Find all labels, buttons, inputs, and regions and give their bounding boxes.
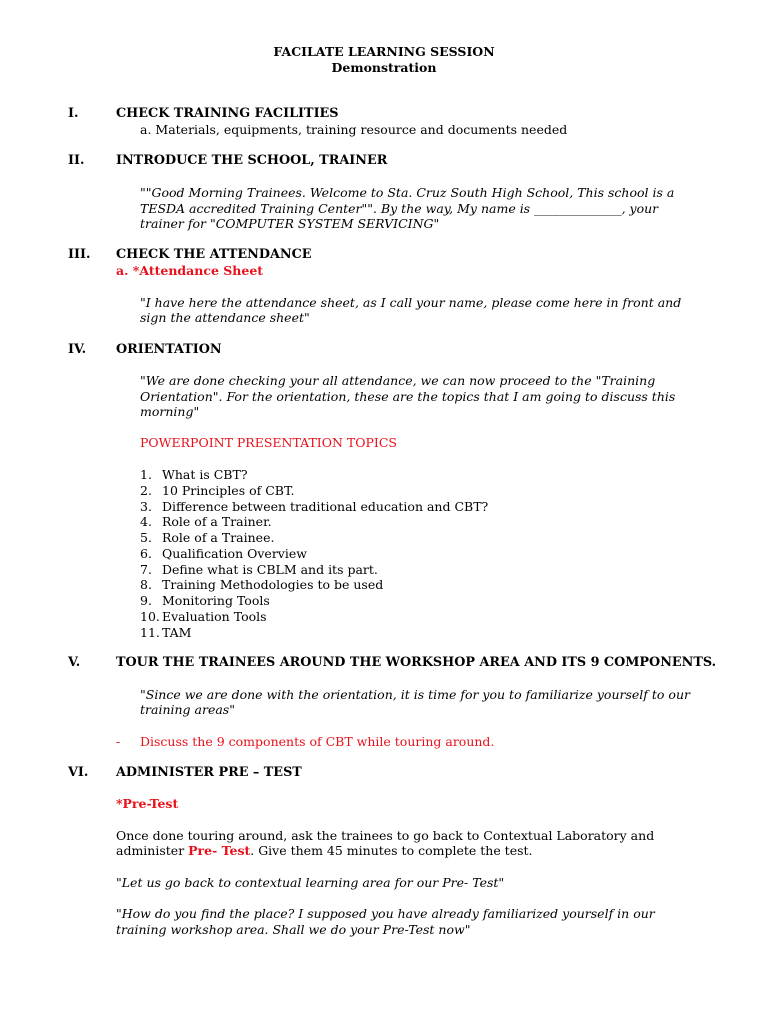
topic-item: [140, 577, 488, 593]
greeting-quote-line: TESDA accredited Training Center"". By the way, My name is ______________, your: [140, 201, 659, 216]
pretest-paragraph-line: Once done touring around, ask the trainees to go back to Contextual Laboratory and: [116, 828, 655, 843]
section-number: IV.: [68, 342, 87, 357]
pretest-quote-line: training workshop area. Shall we do your Pre-Test now": [116, 922, 471, 937]
topic-number: 2.: [140, 482, 152, 498]
attendance-sheet-item: a. *Attendance Sheet: [116, 263, 264, 278]
pretest-paragraph-line: [116, 843, 533, 858]
topic-item: [140, 625, 488, 641]
topic-text: What is CBT?: [162, 467, 248, 482]
section-number: V.: [68, 655, 81, 670]
document-title: FACILATE LEARNING SESSION: [273, 44, 495, 59]
topic-text: Role of a Trainer.: [162, 514, 272, 530]
pretest-emphasis: Pre- Test: [188, 843, 251, 858]
topic-number: 8.: [140, 577, 152, 593]
section-heading-2: [68, 153, 387, 168]
pretest-quote-line: "How do you find the place? I supposed you have already familiarized yourself in our: [116, 906, 655, 921]
tour-quote-line: "Since we are done with the orientation, it is time for you to familiarize yourself to our: [140, 687, 690, 702]
attendance-quote-line: "I have here the attendance sheet, as I call your name, please come here in front and: [140, 295, 682, 310]
orientation-quote-line: morning": [140, 404, 200, 419]
topic-item: [140, 562, 488, 578]
topic-text: Training Methodologies to be used: [162, 577, 384, 593]
topic-item: [140, 514, 488, 530]
topic-item: [140, 499, 488, 515]
section-title: TOUR THE TRAINEES AROUND THE WORKSHOP AREA AND ITS 9 COMPONENTS.: [116, 655, 717, 670]
greeting-quote-line: trainer for "COMPUTER SYSTEM SERVICING": [140, 216, 440, 231]
topic-text: Qualification Overview: [162, 545, 307, 561]
section-title: ORIENTATION: [116, 342, 222, 357]
topic-item: [140, 483, 488, 499]
section-title: ADMINISTER PRE – TEST: [116, 765, 302, 780]
section-number: I.: [68, 106, 79, 121]
orientation-quote-line: Orientation". For the orientation, these are the topics that I am going to discuss this: [140, 389, 676, 404]
topics-heading: POWERPOINT PRESENTATION TOPICS: [140, 435, 397, 450]
orientation-quote-line: "We are done checking your all attendance, we can now proceed to the "Training: [140, 373, 656, 388]
topic-text: Role of a Trainee.: [162, 530, 275, 545]
topic-text: Monitoring Tools: [162, 593, 270, 608]
document-subtitle: Demonstration: [331, 60, 437, 75]
section-title: CHECK THE ATTENDANCE: [116, 247, 312, 262]
pretest-text: administer: [116, 843, 189, 858]
pretest-quote: "Let us go back to contextual learning area for our Pre- Test": [116, 875, 505, 890]
topic-text: Define what is CBLM and its part.: [162, 561, 378, 577]
topic-item: [140, 546, 488, 562]
pretest-text: . Give them 45 minutes to complete the test.: [250, 843, 533, 858]
tour-quote-line: training areas": [140, 702, 235, 717]
topic-text: Evaluation Tools: [162, 608, 267, 624]
section-heading-5: [68, 655, 716, 670]
section-title: INTRODUCE THE SCHOOL, TRAINER: [116, 153, 388, 168]
section-heading-6: [68, 765, 302, 780]
topic-number: 3.: [140, 498, 152, 514]
topic-text: Difference between traditional education and CBT?: [162, 498, 489, 514]
topic-number: 11.: [140, 624, 160, 640]
topic-number: 7.: [140, 561, 152, 577]
topic-text: TAM: [162, 624, 192, 640]
topic-number: 4.: [140, 514, 152, 530]
section-heading-3: [68, 247, 312, 262]
topic-number: 9.: [140, 593, 152, 608]
pretest-label: *Pre-Test: [116, 796, 179, 811]
topic-item: [140, 593, 488, 609]
section-number: VI.: [68, 765, 89, 780]
components-bullet: Discuss the 9 components of CBT while touring around.: [140, 734, 495, 749]
topic-item: [140, 530, 488, 546]
section-number: II.: [68, 153, 85, 168]
topic-item: [140, 609, 488, 625]
topic-number: 1.: [140, 467, 152, 482]
section-number: III.: [68, 247, 91, 262]
section-heading-1: [68, 106, 339, 121]
topics-list: [140, 467, 488, 640]
greeting-quote-line: ""Good Morning Trainees. Welcome to Sta. Cruz South High School, This school is a: [140, 185, 675, 200]
topic-text: 10 Principles of CBT.: [162, 482, 295, 498]
section-title: CHECK TRAINING FACILITIES: [116, 106, 339, 121]
topic-number: 6.: [140, 545, 152, 561]
bullet-dash: -: [116, 734, 121, 749]
section-heading-4: [68, 342, 222, 357]
topic-number: 5.: [140, 530, 152, 545]
topic-number: 10.: [140, 608, 160, 624]
attendance-quote-line: sign the attendance sheet": [140, 310, 310, 325]
facilities-item: a. Materials, equipments, training resource and documents needed: [140, 122, 568, 137]
topic-item: [140, 467, 488, 483]
